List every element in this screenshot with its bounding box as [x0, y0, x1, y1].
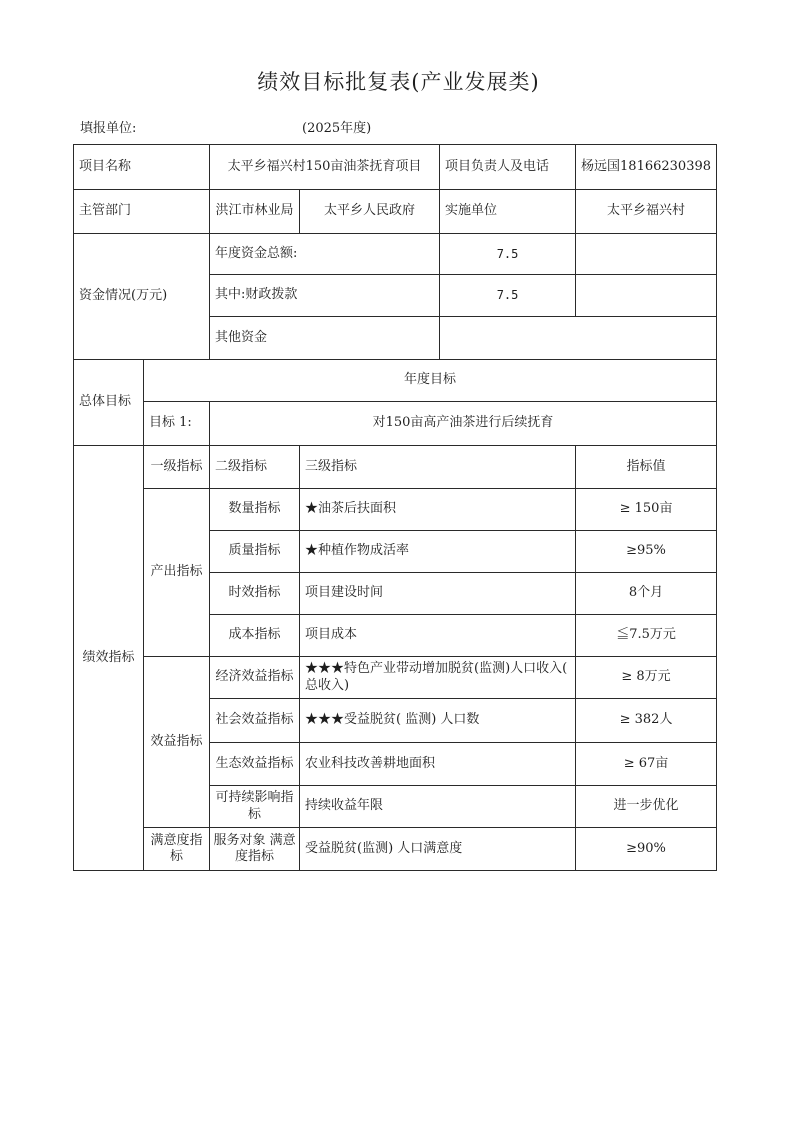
satisfaction-indicator-label: 满意度指标: [144, 828, 210, 871]
indicator-l3: ★种植作物成活率: [300, 531, 576, 573]
indicator-value: 进一步优化: [576, 786, 717, 828]
funds-total-blank: [576, 234, 717, 275]
overall-goal-label: 总体目标: [74, 360, 144, 446]
indicator-l3: 农业科技改善耕地面积: [300, 743, 576, 786]
project-name: 太平乡福兴村150亩油茶抚育项目: [210, 145, 440, 190]
output-indicator-label: 产出指标: [144, 489, 210, 657]
indicator-l3: ★★★特色产业带动增加脱贫(监测)人口收入( 总收入): [300, 657, 576, 699]
perf-header-l1: 一级指标: [144, 446, 210, 489]
indicator-l3: 持续收益年限: [300, 786, 576, 828]
approval-table: [73, 144, 717, 871]
indicator-l2: 服务对象 满意度指标: [210, 828, 300, 871]
indicator-value: ≥ 67亩: [576, 743, 717, 786]
indicator-l3: 项目建设时间: [300, 573, 576, 615]
indicator-l3: ★★★受益脱贫( 监测) 人口数: [300, 699, 576, 743]
funds-fiscal-blank: [576, 275, 717, 317]
indicator-value: ≥ 8万元: [576, 657, 717, 699]
impl-label: 实施单位: [440, 190, 576, 234]
indicator-l2: 社会效益指标: [210, 699, 300, 743]
indicator-l2: 生态效益指标: [210, 743, 300, 786]
indicator-l3: 受益脱贫(监测) 人口满意度: [300, 828, 576, 871]
benefit-indicator-label: 效益指标: [144, 657, 210, 828]
perf-header-val: 指标值: [576, 446, 717, 489]
indicator-l3: ★油茶后扶面积: [300, 489, 576, 531]
funds-fiscal-label: 其中:财政拨款: [210, 275, 440, 317]
funds-total-label: 年度资金总额:: [210, 234, 440, 275]
funds-other-label: 其他资金: [210, 317, 440, 360]
indicator-l2: 经济效益指标: [210, 657, 300, 699]
indicator-value: ≥95%: [576, 531, 717, 573]
fill-unit-label: 填报单位:: [80, 121, 137, 136]
project-leader-label: 项目负责人及电话: [440, 145, 576, 190]
indicator-value: ≥90%: [576, 828, 717, 871]
target-value: 对150亩高产油茶进行后续抚育: [210, 402, 717, 446]
indicator-value: ≦7.5万元: [576, 615, 717, 657]
project-leader: 杨远国18166230398: [576, 145, 717, 190]
fiscal-year: (2025年度): [302, 121, 372, 136]
indicator-value: 8个月: [576, 573, 717, 615]
indicator-l3: 项目成本: [300, 615, 576, 657]
dept-label: 主管部门: [74, 190, 210, 234]
target-label: 目标 1:: [144, 402, 210, 446]
indicator-l2: 时效指标: [210, 573, 300, 615]
dept-value: 洪江市林业局: [210, 190, 300, 234]
funds-other-blank: [440, 317, 717, 360]
indicator-value: ≥ 382人: [576, 699, 717, 743]
impl-value: 太平乡福兴村: [576, 190, 717, 234]
indicator-l2: 可持续影响指标: [210, 786, 300, 828]
perf-header-l2: 二级指标: [210, 446, 300, 489]
funds-label: 资金情况(万元): [74, 234, 210, 360]
dept2-value: 太平乡人民政府: [300, 190, 440, 234]
funds-total: 7.5: [440, 234, 576, 275]
project-name-label: 项目名称: [74, 145, 210, 190]
funds-fiscal: 7.5: [440, 275, 576, 317]
indicator-l2: 数量指标: [210, 489, 300, 531]
perf-header-l3: 三级指标: [300, 446, 576, 489]
indicator-value: ≥ 150亩: [576, 489, 717, 531]
indicator-l2: 成本指标: [210, 615, 300, 657]
year-goal-label: 年度目标: [144, 360, 717, 402]
page-title: 绩效目标批复表(产业发展类): [257, 70, 540, 94]
perf-label: 绩效指标: [74, 446, 144, 871]
indicator-l2: 质量指标: [210, 531, 300, 573]
